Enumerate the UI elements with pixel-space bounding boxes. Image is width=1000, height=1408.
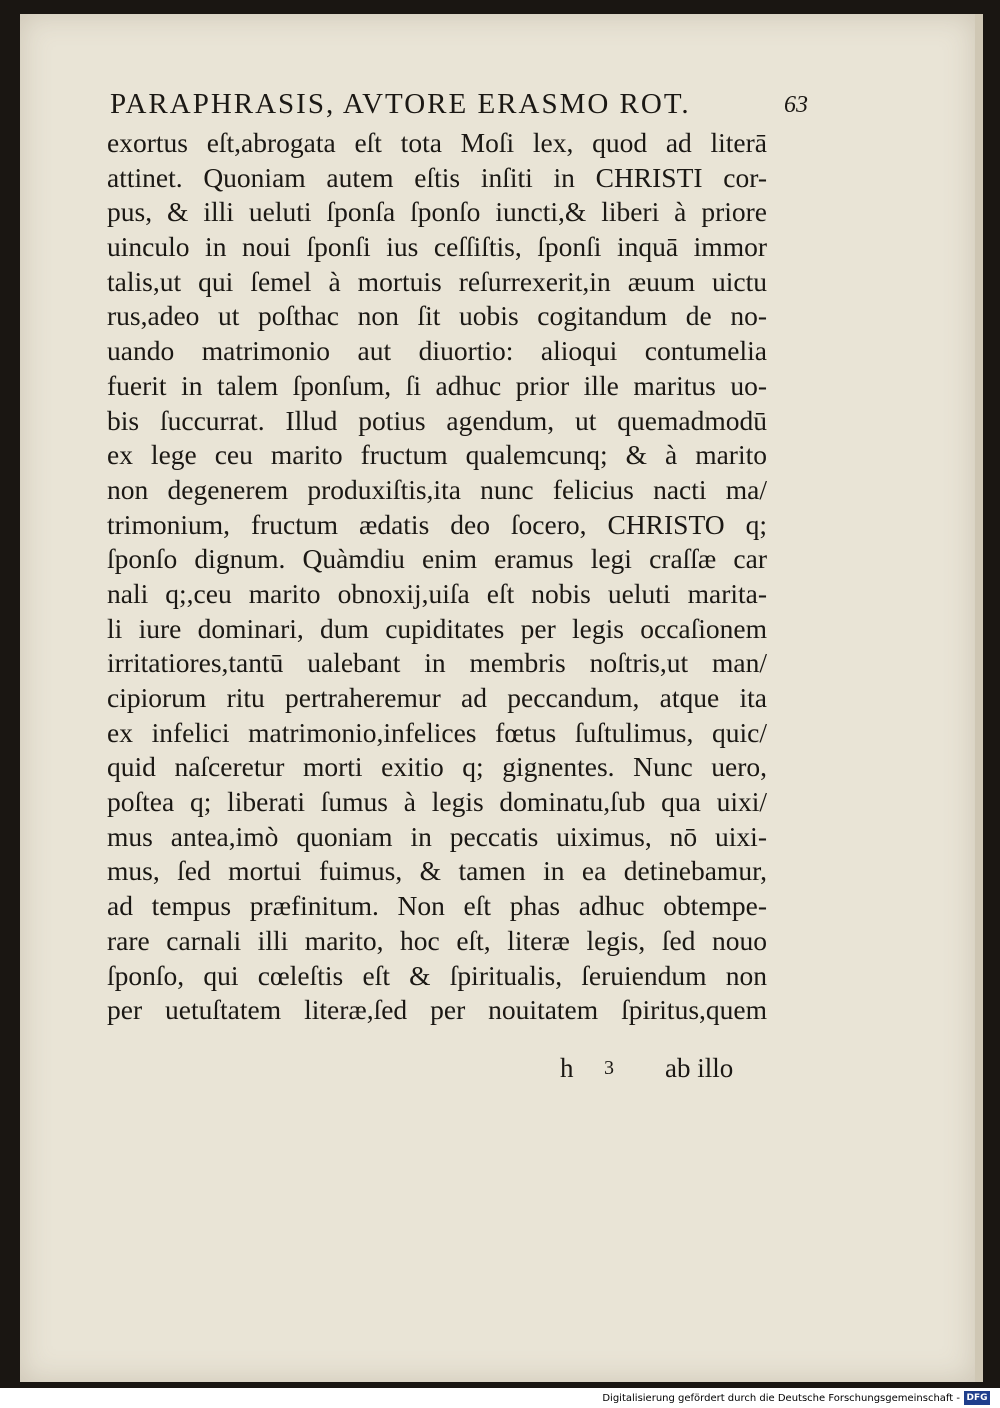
- text-line: li iure dominari, dum cupiditates per legis occaſionem: [107, 612, 767, 644]
- text-line: attinet. Quoniam autem eſtis inſiti in CHRISTI cor-: [107, 161, 767, 193]
- text-line: uinculo in noui ſponſi ius ceſſiſtis, ſponſi inquā immor: [107, 231, 767, 263]
- text-line: ad tempus præfinitum. Non eſt phas adhuc obtempe-: [107, 890, 767, 922]
- text-line: ex infelici matrimonio,infelices fœtus ſuſtulimus, quic/: [107, 716, 767, 748]
- text-line: pus, & illi ueluti ſponſa ſponſo iuncti,& liberi à priore: [107, 196, 767, 228]
- text-line: rus,adeo ut poſthac non ſit uobis cogitandum de no-: [107, 300, 767, 332]
- text-line: rare carnali illi marito, hoc eſt, literæ legis, ſed nouo: [107, 924, 767, 956]
- text-line: mus antea,imò quoniam in peccatis uiximus, nō uixi-: [107, 820, 767, 852]
- text-line: ſponſo, qui cœleſtis eſt & ſpiritualis, ſeruiendum non: [107, 959, 767, 991]
- text-line: irritatiores,tantū ualebant in membris noſtris,ut man/: [107, 647, 767, 679]
- text-line: fuerit in talem ſponſum, ſi adhuc prior ille maritus uo-: [107, 369, 767, 401]
- text-line: ex lege ceu marito fructum qualemcunq; & à marito: [107, 439, 767, 471]
- text-line: cipiorum ritu pertraheremur ad peccandum, atque ita: [107, 682, 767, 713]
- signature-number: 3: [604, 1057, 614, 1079]
- dfg-logo: DFG: [964, 1391, 990, 1405]
- text-line: uando matrimonio aut diuortio: alioqui contumelia: [107, 335, 767, 367]
- text-line: ſponſo dignum. Quàmdiu enim eramus legi craſſæ car: [107, 543, 767, 575]
- body-text: [107, 126, 767, 1028]
- text-line: mus, ſed mortui fuimus, & tamen in ea detinebamur,: [107, 855, 767, 887]
- text-line: quid naſceretur morti exitio q; gignentes. Nunc uero,: [107, 751, 767, 783]
- text-line: nali q;,ceu marito obnoxij,uiſa eſt nobis ueluti marita-: [107, 577, 767, 609]
- page-edge: [975, 14, 983, 1382]
- catchword: ab illo: [665, 1053, 734, 1083]
- running-title: PARAPHRASIS, AVTORE ERASMO ROT.: [110, 88, 691, 120]
- text-line: poſtea q; liberati ſumus à legis dominatu,ſub qua uixi/: [107, 786, 767, 818]
- folio-number: 63: [784, 92, 808, 118]
- text-line: per uetuſtatem literæ,ſed per nouitatem ſpiritus,quem: [107, 994, 767, 1026]
- signature-mark: h: [560, 1053, 574, 1083]
- text-line: talis,ut qui ſemel à mortuis reſurrexerit,in æuum uictu: [107, 265, 767, 297]
- text-line: non degenerem produxiſtis,ita nunc felicius nacti ma/: [107, 473, 767, 505]
- text-line: trimonium, fructum ædatis deo ſocero, CHRISTO q;: [107, 508, 767, 540]
- text-line: bis ſuccurrat. Illud potius agendum, ut quemadmodū: [107, 404, 767, 436]
- funding-credit: Digitalisierung gefördert durch die Deutsche Forschungsgemeinschaft -: [602, 1393, 960, 1404]
- text-line: exortus eſt,abrogata eſt tota Moſi lex, quod ad literā: [107, 127, 767, 158]
